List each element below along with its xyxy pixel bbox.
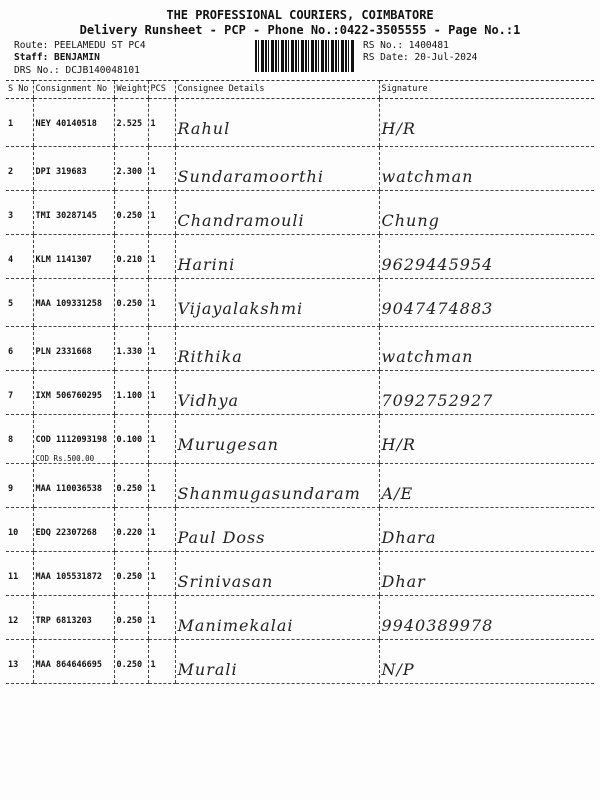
row-signature: 9047474883 <box>381 299 494 318</box>
row-signature: watchman <box>381 347 474 366</box>
row-weight: 2.525 <box>116 119 143 129</box>
row-consignment: EDQ 22307268 <box>35 528 97 538</box>
col-consignee: Consignee Details <box>175 81 379 99</box>
table-row <box>6 147 594 191</box>
row-sno: 3 <box>8 211 14 221</box>
row-consignment: TMI 30287145 <box>35 211 97 221</box>
row-pcs: 1 <box>150 484 156 494</box>
row-pcs: 1 <box>150 167 156 177</box>
row-consignee: Murugesan <box>177 435 279 454</box>
table-row <box>6 279 594 327</box>
rs-number: RS No.: 1400481 <box>363 40 449 51</box>
row-signature: Dhara <box>381 528 437 547</box>
row-weight: 0.250 <box>116 616 143 626</box>
row-sno: 8 <box>8 435 14 445</box>
row-consignment: TRP 6813203 <box>35 616 92 626</box>
table-row <box>6 640 594 684</box>
col-weight: Weight <box>114 81 148 99</box>
row-sno: 1 <box>8 119 14 129</box>
col-sno: S No <box>6 81 33 99</box>
row-consignee: Vidhya <box>177 391 240 410</box>
row-consignment: COD 1112093198 <box>35 435 108 445</box>
row-sno: 11 <box>8 572 19 582</box>
row-pcs: 1 <box>150 660 156 670</box>
rs-date: RS Date: 20-Jul-2024 <box>363 52 478 63</box>
row-weight: 0.100 <box>116 435 143 445</box>
table-header-row <box>6 81 594 99</box>
drs-number: DRS No.: DCJB140048101 <box>14 65 140 76</box>
row-signature: 9629445954 <box>381 255 494 274</box>
row-sno: 12 <box>8 616 19 626</box>
row-consignee: Srinivasan <box>177 572 274 591</box>
row-signature: A/E <box>381 484 414 503</box>
row-weight: 2.300 <box>116 167 143 177</box>
runsheet-table <box>6 80 594 684</box>
row-weight: 0.250 <box>116 572 143 582</box>
row-pcs: 1 <box>150 299 156 309</box>
col-signature: Signature <box>379 81 594 99</box>
route-label: Route: PEELAMEDU ST PC4 <box>14 40 146 51</box>
row-signature: N/P <box>381 660 415 679</box>
row-consignment: MAA 105531872 <box>35 572 103 582</box>
row-sno: 6 <box>8 347 14 357</box>
row-weight: 0.210 <box>116 255 143 265</box>
row-signature: H/R <box>381 119 416 138</box>
row-signature: 7092752927 <box>381 391 494 410</box>
row-signature: 9940389978 <box>381 616 494 635</box>
row-weight: 0.250 <box>116 484 143 494</box>
runsheet-title: Delivery Runsheet - PCP - Phone No.:0422-3505555 - Page No.:1 <box>79 23 521 37</box>
row-consignee: Sundaramoorthi <box>177 167 324 186</box>
row-weight: 1.100 <box>116 391 143 401</box>
row-signature: watchman <box>381 167 474 186</box>
staff-label: Staff: BENJAMIN <box>14 52 100 63</box>
row-consignment: MAA 109331258 <box>35 299 103 309</box>
row-weight: 0.250 <box>116 660 143 670</box>
row-consignment: MAA 110036538 <box>35 484 103 494</box>
row-consignment: MAA 864646695 <box>35 660 103 670</box>
row-pcs: 1 <box>150 572 156 582</box>
row-sno: 2 <box>8 167 14 177</box>
barcode <box>255 40 355 72</box>
row-pcs: 1 <box>150 119 156 129</box>
row-sno: 7 <box>8 391 14 401</box>
row-consignee: Shanmugasundaram <box>177 484 361 503</box>
row-consignee: Murali <box>177 660 238 679</box>
row-consignment: KLM 1141307 <box>35 255 92 265</box>
row-weight: 1.330 <box>116 347 143 357</box>
row-sno: 9 <box>8 484 14 494</box>
table-row <box>6 464 594 508</box>
table-row <box>6 415 594 464</box>
table-row <box>6 552 594 596</box>
row-pcs: 1 <box>150 255 156 265</box>
table-row <box>6 235 594 279</box>
row-sno: 4 <box>8 255 14 265</box>
row-pcs: 1 <box>150 391 156 401</box>
row-consignment: IXM 506760295 <box>35 391 103 401</box>
row-sno: 10 <box>8 528 19 538</box>
col-consignment: Consignment No <box>33 81 114 99</box>
table-row <box>6 596 594 640</box>
row-consignee: Vijayalakshmi <box>177 299 304 318</box>
row-weight: 0.250 <box>116 211 143 221</box>
row-consignment: PLN 2331668 <box>35 347 92 357</box>
table-row <box>6 371 594 415</box>
row-signature: H/R <box>381 435 416 454</box>
row-weight: 0.250 <box>116 299 143 309</box>
table-row <box>6 327 594 371</box>
row-consignee: Rithika <box>177 347 243 366</box>
row-consignment: DPI 319683 <box>35 167 87 177</box>
row-consignment: NEY 40140518 <box>35 119 97 129</box>
row-consignee: Harini <box>177 255 236 274</box>
row-pcs: 1 <box>150 347 156 357</box>
row-pcs: 1 <box>150 616 156 626</box>
row-pcs: 1 <box>150 528 156 538</box>
row-signature: Dhar <box>381 572 426 591</box>
cod-amount: COD Rs.500.00 <box>35 454 95 463</box>
col-pcs: PCS <box>148 81 175 99</box>
table-row <box>6 99 594 147</box>
row-signature: Chung <box>381 211 440 230</box>
row-pcs: 1 <box>150 435 156 445</box>
row-consignee: Paul Doss <box>177 528 266 547</box>
table-row <box>6 508 594 552</box>
row-sno: 13 <box>8 660 19 670</box>
company-title: THE PROFESSIONAL COURIERS, COIMBATORE <box>166 8 434 22</box>
row-pcs: 1 <box>150 211 156 221</box>
row-consignee: Rahul <box>177 119 231 138</box>
row-sno: 5 <box>8 299 14 309</box>
row-consignee: Chandramouli <box>177 211 305 230</box>
row-consignee: Manimekalai <box>177 616 294 635</box>
row-weight: 0.220 <box>116 528 143 538</box>
table-row <box>6 191 594 235</box>
